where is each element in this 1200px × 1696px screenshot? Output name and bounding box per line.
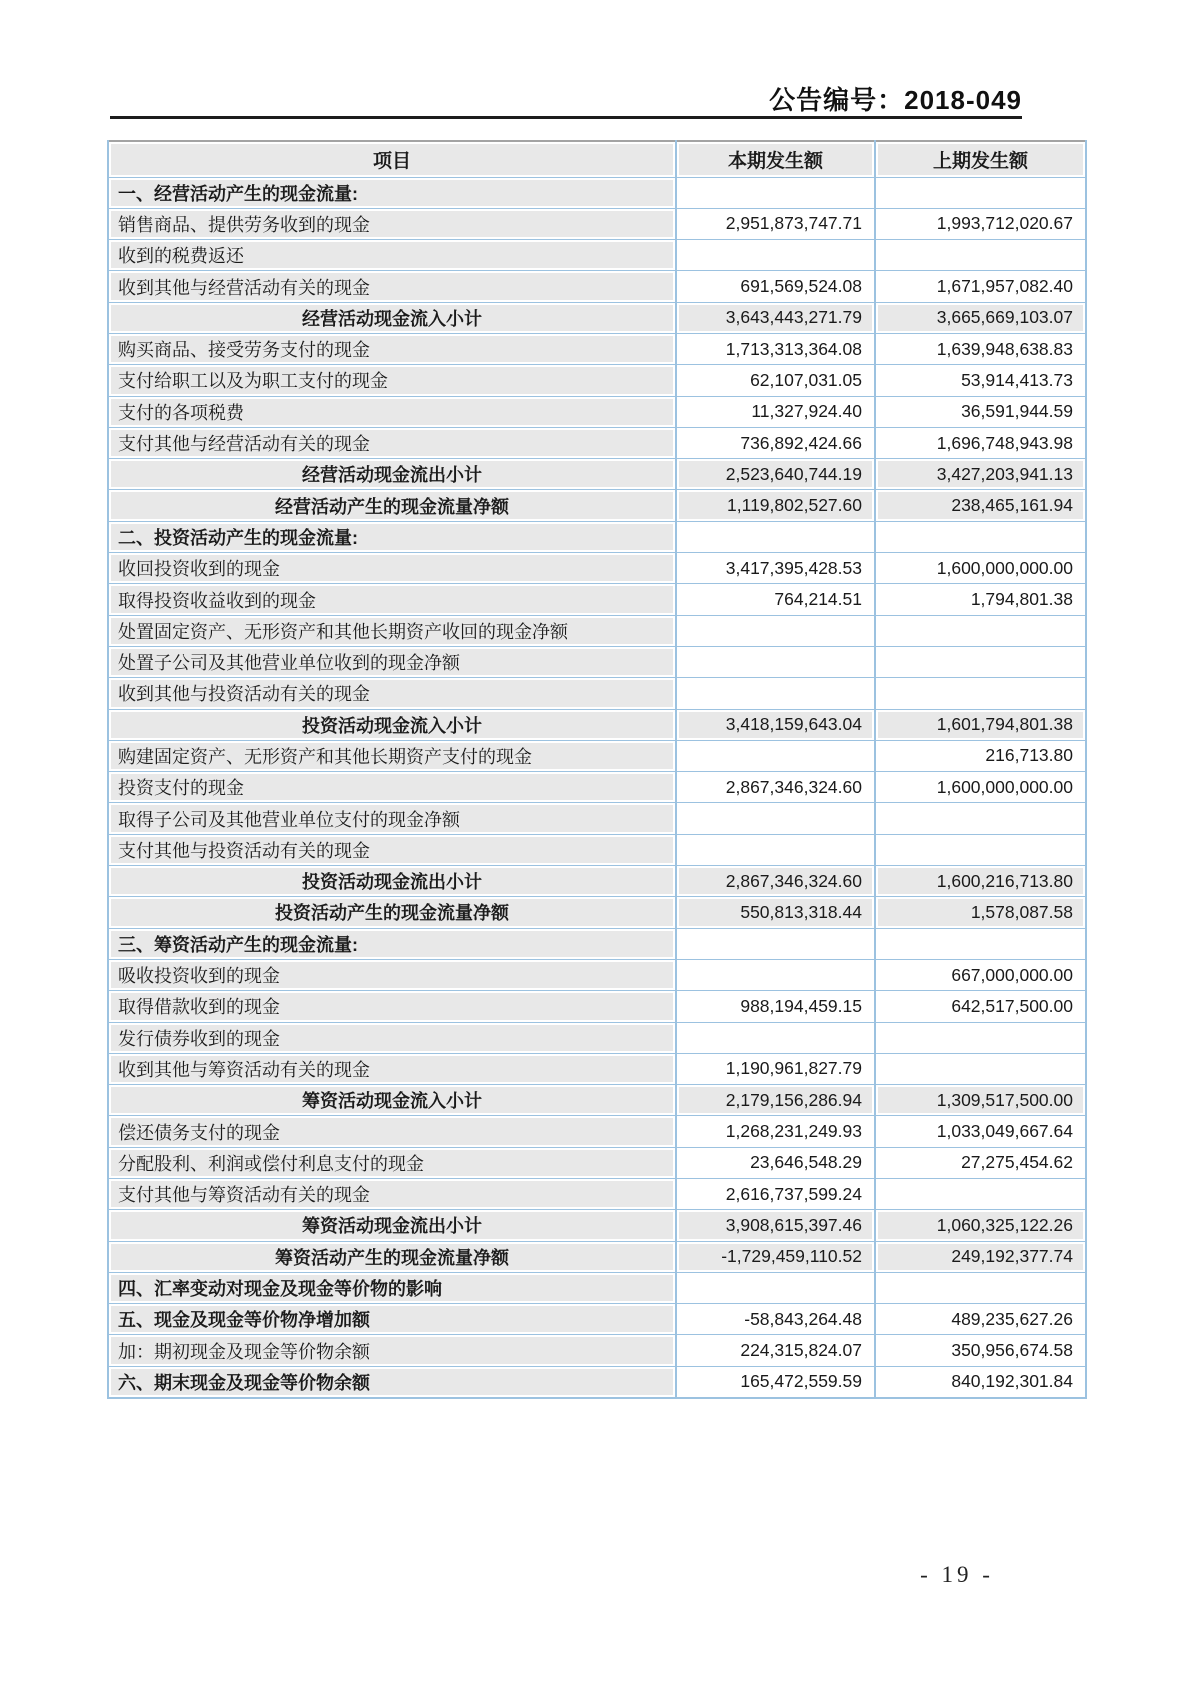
- row-label: 购买商品、接受劳务支付的现金: [108, 333, 676, 364]
- row-current-amount: 2,951,873,747.71: [676, 208, 875, 239]
- table-row: [108, 740, 1086, 771]
- row-current-amount: -58,843,264.48: [676, 1304, 875, 1335]
- row-label: 五、现金及现金等价物净增加额: [108, 1304, 676, 1335]
- row-label: 投资支付的现金: [108, 772, 676, 803]
- row-label: 发行债券收到的现金: [108, 1022, 676, 1053]
- column-header-current-period: 本期发生额: [676, 141, 875, 177]
- row-current-amount: [676, 615, 875, 646]
- row-current-amount: 736,892,424.66: [676, 427, 875, 458]
- row-prior-amount: 1,639,948,638.83: [875, 333, 1086, 364]
- table-row: [108, 1335, 1086, 1366]
- row-label: 收到的税费返还: [108, 240, 676, 271]
- row-label: 偿还债务支付的现金: [108, 1116, 676, 1147]
- row-prior-amount: [875, 615, 1086, 646]
- row-label: 六、期末现金及现金等价物余额: [108, 1366, 676, 1397]
- table-row: [108, 1085, 1086, 1116]
- row-current-amount: [676, 1022, 875, 1053]
- row-current-amount: 3,908,615,397.46: [676, 1210, 875, 1241]
- row-label: 二、投资活动产生的现金流量:: [108, 521, 676, 552]
- row-label: 投资活动现金流入小计: [108, 709, 676, 740]
- cashflow-table-body: [108, 177, 1086, 1398]
- table-header-row: [108, 141, 1086, 177]
- table-row: [108, 396, 1086, 427]
- row-prior-amount: 53,914,413.73: [875, 365, 1086, 396]
- row-label: 支付给职工以及为职工支付的现金: [108, 365, 676, 396]
- row-prior-amount: 350,956,674.58: [875, 1335, 1086, 1366]
- row-current-amount: 3,418,159,643.04: [676, 709, 875, 740]
- row-current-amount: 2,616,737,599.24: [676, 1179, 875, 1210]
- table-row: [108, 1304, 1086, 1335]
- announcement-number: 公告编号：2018-049: [769, 85, 1022, 115]
- table-row: [108, 553, 1086, 584]
- row-prior-amount: [875, 834, 1086, 865]
- row-label: 支付的各项税费: [108, 396, 676, 427]
- row-label: 处置固定资产、无形资产和其他长期资产收回的现金净额: [108, 615, 676, 646]
- table-row: [108, 584, 1086, 615]
- row-label: 处置子公司及其他营业单位收到的现金净额: [108, 646, 676, 677]
- row-current-amount: [676, 646, 875, 677]
- row-prior-amount: 1,794,801.38: [875, 584, 1086, 615]
- row-label: 购建固定资产、无形资产和其他长期资产支付的现金: [108, 740, 676, 771]
- table-row: [108, 928, 1086, 959]
- table-row: [108, 365, 1086, 396]
- table-row: [108, 427, 1086, 458]
- table-row: [108, 959, 1086, 990]
- row-prior-amount: [875, 928, 1086, 959]
- row-prior-amount: 3,665,669,103.07: [875, 302, 1086, 333]
- row-current-amount: [676, 803, 875, 834]
- table-row: [108, 866, 1086, 897]
- row-current-amount: [676, 959, 875, 990]
- table-row: [108, 803, 1086, 834]
- row-current-amount: [676, 177, 875, 208]
- row-label: 收到其他与筹资活动有关的现金: [108, 1053, 676, 1084]
- row-current-amount: 62,107,031.05: [676, 365, 875, 396]
- row-current-amount: 2,179,156,286.94: [676, 1085, 875, 1116]
- row-current-amount: 3,417,395,428.53: [676, 553, 875, 584]
- column-header-prior-period: 上期发生额: [875, 141, 1086, 177]
- table-row: [108, 521, 1086, 552]
- row-prior-amount: 1,060,325,122.26: [875, 1210, 1086, 1241]
- row-prior-amount: 1,600,000,000.00: [875, 772, 1086, 803]
- row-prior-amount: [875, 240, 1086, 271]
- row-prior-amount: 238,465,161.94: [875, 490, 1086, 521]
- table-row: [108, 1147, 1086, 1178]
- table-row: [108, 333, 1086, 364]
- row-label: 分配股利、利润或偿付利息支付的现金: [108, 1147, 676, 1178]
- row-current-amount: 224,315,824.07: [676, 1335, 875, 1366]
- row-label: 收到其他与经营活动有关的现金: [108, 271, 676, 302]
- row-prior-amount: 1,600,216,713.80: [875, 866, 1086, 897]
- row-prior-amount: 840,192,301.84: [875, 1366, 1086, 1397]
- row-prior-amount: 1,578,087.58: [875, 897, 1086, 928]
- row-prior-amount: 1,696,748,943.98: [875, 427, 1086, 458]
- row-current-amount: 3,643,443,271.79: [676, 302, 875, 333]
- row-prior-amount: [875, 678, 1086, 709]
- row-label: 取得子公司及其他营业单位支付的现金净额: [108, 803, 676, 834]
- row-prior-amount: 3,427,203,941.13: [875, 459, 1086, 490]
- row-label: 支付其他与投资活动有关的现金: [108, 834, 676, 865]
- table-row: [108, 240, 1086, 271]
- table-row: [108, 1179, 1086, 1210]
- row-label: 取得投资收益收到的现金: [108, 584, 676, 615]
- row-label: 一、经营活动产生的现金流量:: [108, 177, 676, 208]
- row-label: 支付其他与筹资活动有关的现金: [108, 1179, 676, 1210]
- table-row: [108, 1366, 1086, 1397]
- row-prior-amount: [875, 1053, 1086, 1084]
- row-label: 经营活动现金流出小计: [108, 459, 676, 490]
- row-current-amount: [676, 834, 875, 865]
- row-current-amount: 11,327,924.40: [676, 396, 875, 427]
- row-label: 支付其他与经营活动有关的现金: [108, 427, 676, 458]
- table-row: [108, 897, 1086, 928]
- row-current-amount: 1,713,313,364.08: [676, 333, 875, 364]
- page-number: - 19 -: [920, 1562, 994, 1587]
- table-row: [108, 302, 1086, 333]
- table-row: [108, 772, 1086, 803]
- row-prior-amount: [875, 1022, 1086, 1053]
- row-current-amount: 1,268,231,249.93: [676, 1116, 875, 1147]
- row-prior-amount: 489,235,627.26: [875, 1304, 1086, 1335]
- table-row: [108, 459, 1086, 490]
- row-current-amount: [676, 678, 875, 709]
- row-current-amount: 764,214.51: [676, 584, 875, 615]
- row-prior-amount: 249,192,377.74: [875, 1241, 1086, 1272]
- row-prior-amount: 36,591,944.59: [875, 396, 1086, 427]
- row-label: 加：期初现金及现金等价物余额: [108, 1335, 676, 1366]
- row-label: 取得借款收到的现金: [108, 991, 676, 1022]
- row-prior-amount: 642,517,500.00: [875, 991, 1086, 1022]
- row-label: 筹资活动现金流入小计: [108, 1085, 676, 1116]
- header-divider-rule: [110, 116, 1022, 119]
- row-label: 吸收投资收到的现金: [108, 959, 676, 990]
- column-header-item: 项目: [108, 141, 676, 177]
- table-row: [108, 834, 1086, 865]
- row-label: 销售商品、提供劳务收到的现金: [108, 208, 676, 239]
- row-current-amount: -1,729,459,110.52: [676, 1241, 875, 1272]
- table-row: [108, 991, 1086, 1022]
- row-current-amount: 23,646,548.29: [676, 1147, 875, 1178]
- row-prior-amount: 667,000,000.00: [875, 959, 1086, 990]
- row-prior-amount: 216,713.80: [875, 740, 1086, 771]
- table-row: [108, 1053, 1086, 1084]
- table-row: [108, 1022, 1086, 1053]
- table-row: [108, 1241, 1086, 1272]
- row-current-amount: 2,867,346,324.60: [676, 866, 875, 897]
- table-row: [108, 490, 1086, 521]
- row-prior-amount: 1,671,957,082.40: [875, 271, 1086, 302]
- row-current-amount: 165,472,559.59: [676, 1366, 875, 1397]
- table-row: [108, 678, 1086, 709]
- row-current-amount: 2,867,346,324.60: [676, 772, 875, 803]
- row-prior-amount: 1,600,000,000.00: [875, 553, 1086, 584]
- table-row: [108, 1272, 1086, 1303]
- row-current-amount: [676, 521, 875, 552]
- row-current-amount: 1,119,802,527.60: [676, 490, 875, 521]
- row-label: 三、筹资活动产生的现金流量:: [108, 928, 676, 959]
- row-prior-amount: 1,993,712,020.67: [875, 208, 1086, 239]
- row-label: 收到其他与投资活动有关的现金: [108, 678, 676, 709]
- row-prior-amount: [875, 1179, 1086, 1210]
- table-row: [108, 1116, 1086, 1147]
- table-row: [108, 1210, 1086, 1241]
- row-prior-amount: [875, 1272, 1086, 1303]
- row-label: 筹资活动现金流出小计: [108, 1210, 676, 1241]
- row-prior-amount: [875, 646, 1086, 677]
- row-current-amount: 550,813,318.44: [676, 897, 875, 928]
- table-row: [108, 615, 1086, 646]
- table-row: [108, 709, 1086, 740]
- row-current-amount: 691,569,524.08: [676, 271, 875, 302]
- row-label: 收回投资收到的现金: [108, 553, 676, 584]
- row-prior-amount: 1,601,794,801.38: [875, 709, 1086, 740]
- row-label: 经营活动产生的现金流量净额: [108, 490, 676, 521]
- row-current-amount: [676, 1272, 875, 1303]
- row-label: 筹资活动产生的现金流量净额: [108, 1241, 676, 1272]
- row-current-amount: [676, 928, 875, 959]
- row-current-amount: 2,523,640,744.19: [676, 459, 875, 490]
- table-row: [108, 271, 1086, 302]
- row-prior-amount: 27,275,454.62: [875, 1147, 1086, 1178]
- row-current-amount: [676, 240, 875, 271]
- row-prior-amount: [875, 803, 1086, 834]
- table-row: [108, 208, 1086, 239]
- table-row: [108, 177, 1086, 208]
- row-current-amount: 1,190,961,827.79: [676, 1053, 875, 1084]
- row-label: 投资活动现金流出小计: [108, 866, 676, 897]
- row-current-amount: 988,194,459.15: [676, 991, 875, 1022]
- row-prior-amount: 1,033,049,667.64: [875, 1116, 1086, 1147]
- row-prior-amount: [875, 177, 1086, 208]
- table-row: [108, 646, 1086, 677]
- cashflow-statement-table: [107, 140, 1087, 1399]
- row-prior-amount: 1,309,517,500.00: [875, 1085, 1086, 1116]
- row-prior-amount: [875, 521, 1086, 552]
- row-current-amount: [676, 740, 875, 771]
- row-label: 经营活动现金流入小计: [108, 302, 676, 333]
- row-label: 投资活动产生的现金流量净额: [108, 897, 676, 928]
- row-label: 四、汇率变动对现金及现金等价物的影响: [108, 1272, 676, 1303]
